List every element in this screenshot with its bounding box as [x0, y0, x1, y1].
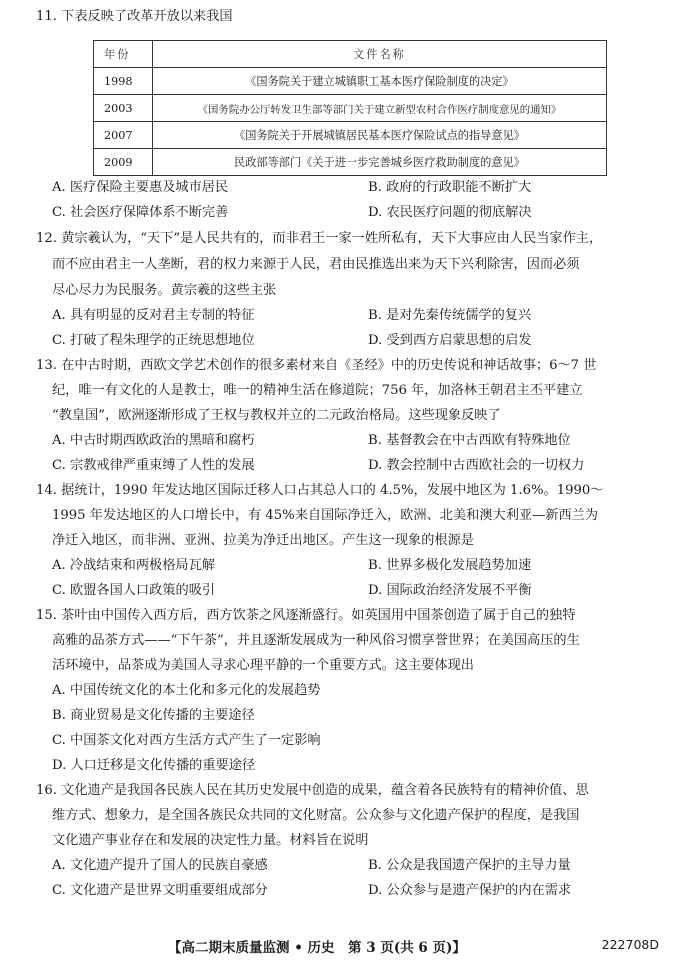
q11-stem: 11. 下表反映了改革开放以来我国	[36, 9, 233, 24]
q15-option-a: A. 中国传统文化的本土化和多元化的发展趋势	[52, 683, 321, 698]
q12-option-a: A. 具有明显的反对君主专制的特征	[52, 308, 255, 323]
table-cell-year: 2009	[94, 149, 153, 176]
table-row	[94, 122, 607, 149]
footer-exam-code: 222708D	[601, 937, 659, 952]
q15-option-c: C. 中国茶文化对西方生活方式产生了一定影响	[52, 733, 321, 748]
table-cell-document: 《国务院关于开展城镇居民基本医疗保险试点的指导意见》	[153, 122, 607, 149]
page-footer	[0, 936, 677, 956]
q16-option-c: C. 文化遗产是世界文明重要组成部分	[52, 883, 268, 898]
table-row	[94, 68, 607, 95]
table-cell-year: 2007	[94, 122, 153, 149]
q13-stem-line-2: 纪，唯一有文化的人是教士，唯一的精神生活在修道院；756 年，加洛林王朝君主丕平建立	[52, 383, 583, 398]
q15-option-d: D. 人口迁移是文化传播的重要途径	[52, 758, 256, 773]
table-cell-document: 《国务院关于建立城镇职工基本医疗保险制度的决定》	[153, 68, 607, 95]
q13-stem-line-3: “教皇国”，欧洲逐渐形成了王权与教权并立的二元政治格局。这些现象反映了	[52, 408, 501, 423]
q13-stem-line-1: 13. 在中古时期，西欧文学艺术创作的很多素材来自《圣经》中的历史传说和神话故事；6～7 世	[36, 358, 597, 373]
q16-stem-line-3: 文化遗产事业存在和发展的决定性力量。材料旨在说明	[52, 833, 369, 848]
q14-stem-line-3: 净迁入地区，而非洲、亚洲、拉美为净迁出地区。产生这一现象的根源是	[52, 533, 474, 548]
q12-option-d: D. 受到西方启蒙思想的启发	[368, 333, 532, 348]
q11-option-d: D. 农民医疗问题的彻底解决	[368, 205, 532, 220]
q16-option-a: A. 文化遗产提升了国人的民族自豪感	[52, 858, 268, 873]
table-cell-document: 《国务院办公厅转发卫生部等部门关于建立新型农村合作医疗制度意见的通知》	[153, 95, 607, 122]
table-cell-year: 1998	[94, 68, 153, 95]
q15-stem-line-1: 15. 茶叶由中国传入西方后，西方饮茶之风逐渐盛行。如英国用中国茶创造了属于自己的独特	[36, 608, 576, 623]
q14-option-d: D. 国际政治经济发展不平衡	[368, 583, 532, 598]
q14-stem-line-1: 14. 据统计，1990 年发达地区国际迁移人口占其总人口的 4.5%，发展中地区为 1.6%。1990～	[36, 483, 604, 498]
q16-stem-line-1: 16. 文化遗产是我国各民族人民在其历史发展中创造的成果，蕴含着各民族特有的精神价值、思	[36, 783, 589, 798]
q15-stem-line-3: 活环境中，品茶成为美国人寻求心理平静的一个重要方式。这主要体现出	[52, 658, 474, 673]
q13-option-c: C. 宗教戒律严重束缚了人性的发展	[52, 458, 255, 473]
q14-option-a: A. 冷战结束和两极格局瓦解	[52, 558, 215, 573]
q13-option-d: D. 教会控制中古西欧社会的一切权力	[368, 458, 585, 473]
q16-stem-line-2: 维方式、想象力，是全国各族民众共同的文化财富。公众参与文化遗产保护的程度，是我国	[52, 808, 580, 823]
q12-stem-line-2: 而不应由君主一人垄断，君的权力来源于人民，君由民推选出来为天下兴利除害，因而必须	[52, 257, 580, 272]
table-header-row	[94, 41, 607, 68]
q11-option-a: A. 医疗保险主要惠及城市居民	[52, 180, 229, 195]
q12-option-c: C. 打破了程朱理学的正统思想地位	[52, 333, 255, 348]
q14-option-b: B. 世界多极化发展趋势加速	[368, 558, 532, 573]
table-cell-year: 2003	[94, 95, 153, 122]
q11-documents-table	[93, 40, 607, 176]
q11-option-b: B. 政府的行政职能不断扩大	[368, 180, 532, 195]
q13-option-a: A. 中古时期西欧政治的黑暗和腐朽	[52, 433, 255, 448]
q16-option-d: D. 公众参与是遗产保护的内在需求	[368, 883, 572, 898]
q14-stem-line-2: 1995 年发达地区的人口增长中，有 45%来自国际净迁入，欧洲、北美和澳大利亚—新西兰为	[52, 508, 599, 523]
footer-page-info: 【高二期末质量监测 • 历史 第 3 页(共 6 页)】	[168, 940, 466, 956]
table-row	[94, 95, 607, 122]
q14-option-c: C. 欧盟各国人口政策的吸引	[52, 583, 216, 598]
table-cell-document: 民政部等部门《关于进一步完善城乡医疗救助制度的意见》	[153, 149, 607, 176]
table-row	[94, 149, 607, 176]
q11-option-c: C. 社会医疗保障体系不断完善	[52, 205, 229, 220]
q12-option-b: B. 是对先秦传统儒学的复兴	[368, 308, 532, 323]
table-header-document-name: 文件名称	[153, 41, 607, 68]
q13-option-b: B. 基督教会在中古西欧有特殊地位	[368, 433, 571, 448]
q15-option-b: B. 商业贸易是文化传播的主要途径	[52, 708, 255, 723]
table-header-year: 年份	[94, 41, 153, 68]
q15-stem-line-2: 高雅的品茶方式——“下午茶”，并且逐渐发展成为一种风俗习惯享誉世界；在美国高压的生	[52, 633, 580, 648]
q16-option-b: B. 公众是我国遗产保护的主导力量	[368, 858, 571, 873]
q12-stem-line-1: 12. 黄宗羲认为，“天下”是人民共有的，而非君王一家一姓所私有，天下大事应由人民当家作主，	[36, 231, 603, 246]
q12-stem-line-3: 尽心尽力为民服务。黄宗羲的这些主张	[52, 283, 277, 298]
